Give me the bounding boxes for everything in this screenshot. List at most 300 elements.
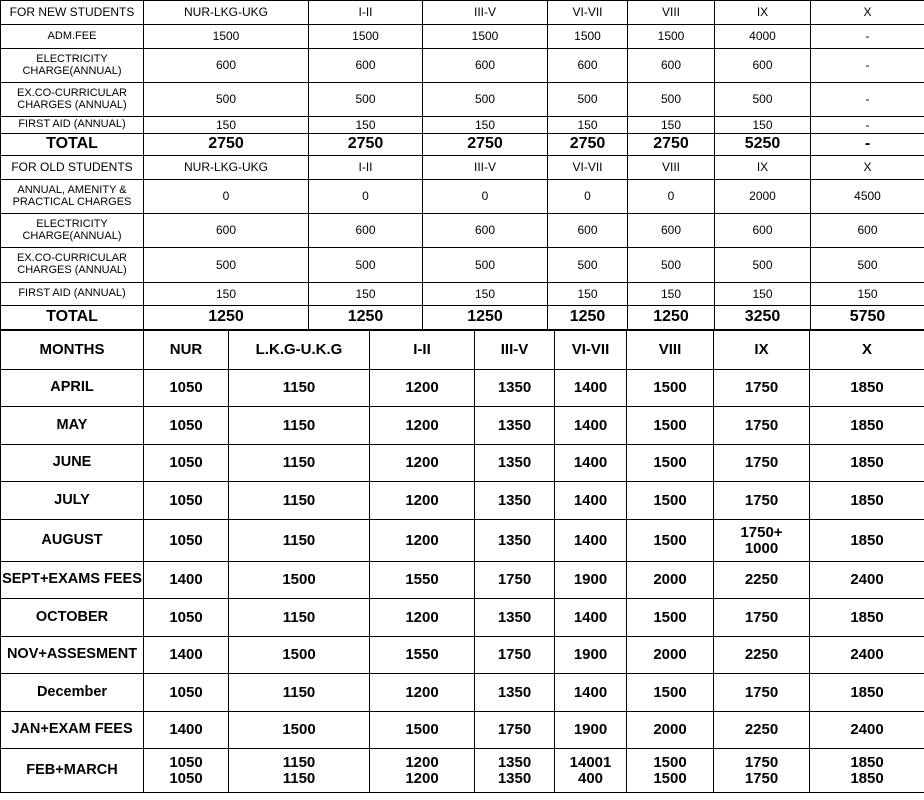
total-value: 2750 — [144, 134, 309, 156]
fee-value: 0 — [309, 180, 423, 214]
month-fee — [144, 407, 229, 445]
month-fee — [810, 370, 924, 407]
fee-value: 150 — [548, 117, 628, 134]
month-fee-line: 1900 — [573, 646, 608, 664]
class-header: NUR-LKG-UKG — [144, 156, 309, 180]
total-value: 2750 — [548, 134, 628, 156]
total-value: 2750 — [309, 134, 423, 156]
month-fee — [714, 370, 810, 407]
month-fee — [370, 520, 475, 562]
month-fee-line: 1200 — [405, 683, 439, 701]
class-header: X — [811, 1, 924, 25]
month-label: JAN+EXAM FEES — [1, 712, 144, 749]
month-fee — [627, 370, 714, 407]
month-fee — [810, 445, 924, 482]
month-fee — [475, 674, 555, 712]
fee-row — [1, 49, 924, 83]
fee-value: 150 — [715, 117, 811, 134]
month-fee-line: 1200 — [405, 491, 439, 509]
month-fee-line: 2000 — [653, 721, 687, 739]
month-fee-line: 1050 — [169, 683, 203, 701]
class-header: I-II — [370, 331, 475, 370]
month-fee-line: 1400 — [573, 491, 608, 509]
fee-value: 0 — [423, 180, 548, 214]
month-fee-line: 2400 — [850, 721, 884, 739]
month-fee-line: 1500 — [282, 571, 316, 589]
month-fee — [370, 407, 475, 445]
class-header: X — [811, 156, 924, 180]
fee-value: 0 — [548, 180, 628, 214]
fee-row — [1, 214, 924, 248]
month-fee — [714, 749, 810, 793]
fee-value: 500 — [715, 248, 811, 283]
month-fee-line: 1850 — [850, 454, 884, 472]
month-fee — [229, 599, 370, 637]
month-fee — [810, 407, 924, 445]
fee-value: 500 — [628, 248, 715, 283]
month-fee-line: 1850 — [850, 753, 884, 771]
month-fee-line: 1350 — [497, 454, 532, 472]
month-fee — [144, 370, 229, 407]
month-fee — [144, 599, 229, 637]
month-fee-line: 1400 — [169, 571, 203, 589]
month-fee-line: 1350 — [497, 491, 532, 509]
month-fee-line: 1350 — [497, 753, 532, 771]
month-fee-line: 1150 — [282, 753, 316, 771]
month-label: JULY — [1, 482, 144, 520]
month-label: AUGUST — [1, 520, 144, 562]
month-fee — [229, 407, 370, 445]
fee-value: 1500 — [423, 25, 548, 49]
fee-label-line: EX.CO-CURRICULAR — [16, 252, 127, 265]
month-fee-line: 1150 — [282, 379, 316, 397]
month-fee-line: 1850 — [850, 769, 884, 787]
months-title: MONTHS — [1, 331, 144, 370]
month-fee-line: 1500 — [653, 753, 687, 771]
fee-label-line: PRACTICAL CHARGES — [12, 195, 132, 208]
class-header: VIII — [628, 156, 715, 180]
month-fee — [627, 407, 714, 445]
total-value: - — [811, 134, 924, 156]
month-fee — [475, 407, 555, 445]
month-fee — [714, 482, 810, 520]
total-label: TOTAL — [1, 134, 144, 156]
fee-label-line: FIRST AID (ANNUAL) — [18, 287, 126, 300]
month-fee-line: 1000 — [744, 539, 779, 557]
month-fee — [370, 482, 475, 520]
month-fee — [627, 712, 714, 749]
month-fee — [144, 637, 229, 674]
fee-value: 2000 — [715, 180, 811, 214]
month-fee-line: 1750 — [744, 608, 779, 626]
total-value: 5750 — [811, 306, 924, 330]
fee-value: 150 — [309, 283, 423, 306]
month-fee — [810, 674, 924, 712]
fee-value: 4000 — [715, 25, 811, 49]
fee-value: 600 — [309, 49, 423, 83]
month-fee-line: 1050 — [169, 379, 203, 397]
month-row — [1, 407, 924, 445]
class-header: I-II — [309, 156, 423, 180]
month-fee-line: 1750 — [744, 769, 779, 787]
total-value: 2750 — [628, 134, 715, 156]
fee-value: 600 — [811, 214, 924, 248]
fee-row — [1, 180, 924, 214]
month-fee — [475, 445, 555, 482]
month-fee-line: 1400 — [573, 608, 608, 626]
month-fee-line: 1400 — [573, 454, 608, 472]
month-fee — [555, 407, 627, 445]
total-label: TOTAL — [1, 306, 144, 330]
fee-value: 500 — [309, 83, 423, 117]
month-fee — [627, 599, 714, 637]
month-fee — [714, 445, 810, 482]
month-fee-line: 2400 — [850, 646, 884, 664]
month-fee — [144, 520, 229, 562]
month-fee-line: 1750 — [497, 571, 532, 589]
fee-label-line: ADM.FEE — [47, 29, 97, 42]
month-fee — [229, 370, 370, 407]
month-fee — [810, 520, 924, 562]
month-fee — [370, 749, 475, 793]
fee-label — [1, 83, 144, 117]
fee-label-line: ELECTRICITY — [36, 217, 108, 230]
month-fee — [144, 712, 229, 749]
month-fee-line: 1350 — [497, 608, 532, 626]
month-fee — [475, 637, 555, 674]
month-fee-line: 1200 — [405, 769, 439, 787]
month-fee-line: 1400 — [573, 531, 608, 549]
month-fee — [229, 749, 370, 793]
month-fee-line: 2250 — [744, 646, 779, 664]
month-fee-line: 400 — [577, 769, 604, 787]
month-fee — [370, 674, 475, 712]
fee-value: 600 — [628, 214, 715, 248]
month-fee-line: 1150 — [282, 608, 316, 626]
month-fee-line: 1850 — [850, 416, 884, 434]
month-fee — [555, 482, 627, 520]
month-label: MAY — [1, 407, 144, 445]
month-fee — [555, 599, 627, 637]
fee-row — [1, 83, 924, 117]
fee-label-line: FIRST AID (ANNUAL) — [18, 118, 126, 131]
total-row — [1, 306, 924, 330]
fee-label-line: ELECTRICITY — [36, 52, 108, 65]
month-fee-line: 1150 — [282, 531, 316, 549]
month-fee — [144, 562, 229, 599]
month-row — [1, 445, 924, 482]
fee-value: 500 — [548, 83, 628, 117]
month-fee-line: 1200 — [405, 416, 439, 434]
fee-label-line: CHARGE(ANNUAL) — [22, 229, 122, 242]
month-fee-line: 1750 — [744, 491, 779, 509]
month-fee-line: 1350 — [497, 683, 532, 701]
fee-value: 150 — [423, 283, 548, 306]
class-header: NUR-LKG-UKG — [144, 1, 309, 25]
month-fee-line: 1500 — [653, 769, 687, 787]
fee-value: 150 — [628, 283, 715, 306]
month-row — [1, 520, 924, 562]
fee-label — [1, 248, 144, 283]
month-fee — [370, 445, 475, 482]
fee-value: 1500 — [628, 25, 715, 49]
month-fee — [475, 562, 555, 599]
fee-value: 500 — [811, 248, 924, 283]
fee-value: 150 — [423, 117, 548, 134]
month-fee — [810, 749, 924, 793]
month-fee-line: 1500 — [653, 379, 687, 397]
month-row — [1, 482, 924, 520]
fee-value: 600 — [548, 49, 628, 83]
fee-value: 150 — [548, 283, 628, 306]
month-row — [1, 599, 924, 637]
class-header: VI-VII — [548, 1, 628, 25]
class-header: IX — [715, 1, 811, 25]
month-fee-line: 1750 — [497, 721, 532, 739]
month-fee — [555, 674, 627, 712]
month-fee-line: 1050 — [169, 454, 203, 472]
month-fee-line: 1500 — [653, 416, 687, 434]
month-fee — [627, 637, 714, 674]
month-fee-line: 1850 — [850, 491, 884, 509]
fee-label-line: CHARGES (ANNUAL) — [17, 98, 127, 111]
month-fee — [714, 562, 810, 599]
month-row — [1, 712, 924, 749]
total-value: 1250 — [628, 306, 715, 330]
month-fee — [627, 482, 714, 520]
month-fee — [627, 749, 714, 793]
fee-value: 500 — [628, 83, 715, 117]
month-fee-line: 1750 — [744, 454, 779, 472]
month-fee-line: 1400 — [573, 379, 608, 397]
month-fee-line: 1200 — [405, 531, 439, 549]
fee-value: 4500 — [811, 180, 924, 214]
month-fee — [714, 637, 810, 674]
month-label: SEPT+EXAMS FEES — [1, 562, 144, 599]
month-row — [1, 637, 924, 674]
month-fee-line: 1150 — [282, 416, 316, 434]
month-fee-line: 1750+ — [740, 523, 783, 541]
fee-label — [1, 283, 144, 306]
class-header: IX — [714, 331, 810, 370]
fee-value: - — [811, 83, 924, 117]
month-fee — [714, 674, 810, 712]
month-fee-line: 1750 — [744, 683, 779, 701]
month-fee — [144, 674, 229, 712]
fee-value: 150 — [628, 117, 715, 134]
fee-value: 600 — [423, 214, 548, 248]
month-row — [1, 749, 924, 793]
month-fee — [229, 712, 370, 749]
month-fee — [370, 599, 475, 637]
month-fee-line: 1500 — [405, 721, 439, 739]
fee-value: 1500 — [144, 25, 309, 49]
month-fee — [810, 599, 924, 637]
total-value: 1250 — [548, 306, 628, 330]
fee-value: 600 — [548, 214, 628, 248]
month-fee — [810, 712, 924, 749]
month-fee-line: 1500 — [653, 491, 687, 509]
month-fee — [810, 482, 924, 520]
fee-value: 150 — [715, 283, 811, 306]
total-value: 5250 — [715, 134, 811, 156]
class-header: III-V — [423, 1, 548, 25]
fee-table-monthly — [0, 330, 924, 793]
month-fee-line: 2250 — [744, 721, 779, 739]
month-fee — [229, 562, 370, 599]
month-fee — [555, 712, 627, 749]
month-fee — [627, 520, 714, 562]
fee-value: 150 — [309, 117, 423, 134]
class-header: VIII — [628, 1, 715, 25]
month-fee-line: 14001 — [569, 753, 612, 771]
fee-label — [1, 49, 144, 83]
fee-value: 600 — [628, 49, 715, 83]
month-fee — [144, 749, 229, 793]
total-value: 1250 — [144, 306, 309, 330]
month-fee-line: 1200 — [405, 608, 439, 626]
fee-row — [1, 283, 924, 306]
month-fee-line: 1350 — [497, 416, 532, 434]
month-fee — [229, 445, 370, 482]
fee-value: 600 — [423, 49, 548, 83]
month-fee-line: 1400 — [169, 721, 203, 739]
fee-value: 0 — [144, 180, 309, 214]
month-fee-line: 1750 — [744, 753, 779, 771]
month-fee — [810, 637, 924, 674]
month-fee — [370, 562, 475, 599]
class-header: III-V — [423, 156, 548, 180]
fee-value: 600 — [715, 214, 811, 248]
fee-label-line: CHARGE(ANNUAL) — [22, 64, 122, 77]
fee-value: 600 — [715, 49, 811, 83]
month-fee — [229, 482, 370, 520]
total-row — [1, 134, 924, 156]
month-fee — [475, 599, 555, 637]
month-fee-line: 1050 — [169, 531, 203, 549]
month-label: JUNE — [1, 445, 144, 482]
fee-value: 500 — [423, 248, 548, 283]
month-fee-line: 1050 — [169, 608, 203, 626]
fee-value: 0 — [628, 180, 715, 214]
month-fee — [555, 749, 627, 793]
month-fee-line: 1900 — [573, 721, 608, 739]
month-fee — [627, 674, 714, 712]
month-fee — [370, 370, 475, 407]
section-title: FOR NEW STUDENTS — [1, 1, 144, 25]
month-fee — [475, 520, 555, 562]
fee-label-line: CHARGES (ANNUAL) — [17, 264, 127, 276]
month-fee-line: 1850 — [850, 379, 884, 397]
class-header: III-V — [475, 331, 555, 370]
month-fee-line: 1150 — [282, 769, 316, 787]
month-fee-line: 1750 — [744, 379, 779, 397]
months-header-row — [1, 331, 924, 370]
month-fee-line: 1500 — [282, 646, 316, 664]
month-label: December — [1, 674, 144, 712]
month-label: OCTOBER — [1, 599, 144, 637]
month-fee — [714, 520, 810, 562]
month-fee — [627, 562, 714, 599]
fee-value: 600 — [144, 49, 309, 83]
month-fee-line: 1350 — [497, 531, 532, 549]
fee-value: 1500 — [309, 25, 423, 49]
fee-value: 1500 — [548, 25, 628, 49]
month-fee — [555, 445, 627, 482]
section-title: FOR OLD STUDENTS — [1, 156, 144, 180]
total-value: 1250 — [309, 306, 423, 330]
month-fee-line: 1500 — [653, 531, 687, 549]
month-fee — [475, 749, 555, 793]
class-header: I-II — [309, 1, 423, 25]
fee-table-annual — [0, 0, 924, 330]
month-fee-line: 1550 — [405, 646, 439, 664]
new-students-header-row — [1, 1, 924, 25]
fee-value: 500 — [144, 83, 309, 117]
fee-value: 150 — [144, 283, 309, 306]
month-fee-line: 2250 — [744, 571, 779, 589]
fee-row — [1, 117, 924, 134]
fee-value: 600 — [144, 214, 309, 248]
month-fee-line: 1050 — [169, 491, 203, 509]
class-header: VIII — [627, 331, 714, 370]
month-row — [1, 370, 924, 407]
month-fee-line: 1400 — [169, 646, 203, 664]
month-fee-line: 1500 — [282, 721, 316, 739]
month-fee-line: 1150 — [282, 491, 316, 509]
fee-label — [1, 25, 144, 49]
class-header: VI-VII — [548, 156, 628, 180]
fee-value: 150 — [144, 117, 309, 134]
month-fee-line: 2400 — [850, 571, 884, 589]
month-fee — [810, 562, 924, 599]
month-fee — [229, 520, 370, 562]
month-fee-line: 1200 — [405, 753, 439, 771]
month-fee-line: 2000 — [653, 646, 687, 664]
month-fee — [555, 562, 627, 599]
month-fee — [370, 712, 475, 749]
month-fee-line: 1050 — [169, 753, 203, 771]
class-header: IX — [715, 156, 811, 180]
fee-value: 500 — [715, 83, 811, 117]
month-fee-line: 1150 — [282, 454, 316, 472]
month-label: FEB+MARCH — [1, 749, 144, 793]
month-fee-line: 1550 — [405, 571, 439, 589]
total-value: 2750 — [423, 134, 548, 156]
month-row — [1, 674, 924, 712]
month-fee — [144, 482, 229, 520]
month-fee — [714, 712, 810, 749]
month-label: NOV+ASSESMENT — [1, 637, 144, 674]
fee-value: 500 — [423, 83, 548, 117]
total-value: 3250 — [715, 306, 811, 330]
fee-value: 500 — [144, 248, 309, 283]
month-fee-line: 1850 — [850, 683, 884, 701]
fee-label-line: ANNUAL, AMENITY & — [17, 183, 127, 196]
month-fee — [555, 637, 627, 674]
fee-value: - — [811, 49, 924, 83]
fee-row — [1, 25, 924, 49]
month-fee — [555, 520, 627, 562]
month-label: APRIL — [1, 370, 144, 407]
month-fee — [229, 674, 370, 712]
class-header: VI-VII — [555, 331, 627, 370]
fee-label — [1, 214, 144, 248]
month-fee-line: 1350 — [497, 769, 532, 787]
month-fee-line: 1850 — [850, 608, 884, 626]
fee-label-line: EX.CO-CURRICULAR — [16, 86, 127, 99]
fee-label — [1, 117, 144, 134]
